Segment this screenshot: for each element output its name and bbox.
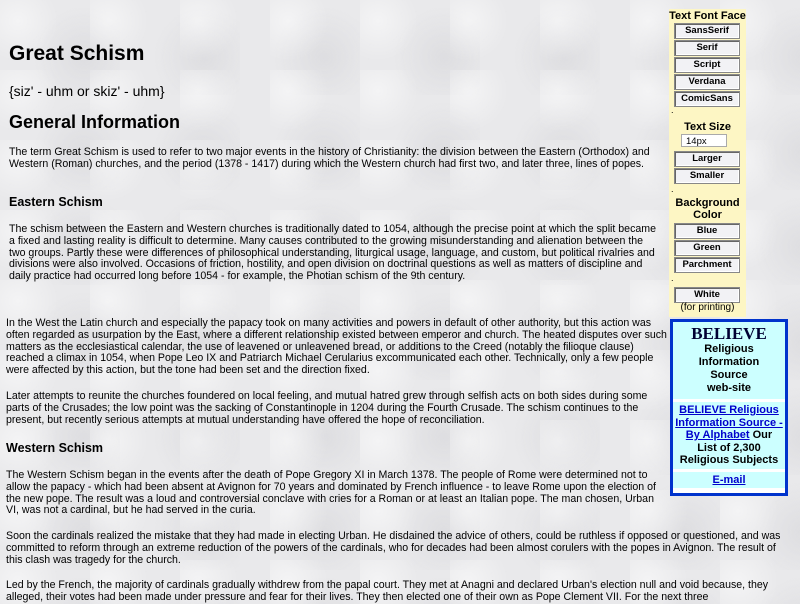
font-face-title: Text Font Face xyxy=(669,10,746,22)
background-color-title: Background xyxy=(675,197,740,209)
believe-title: BELIEVE xyxy=(691,324,767,343)
font-comicsans-button[interactable]: ComicSans xyxy=(674,91,740,107)
believe-email xyxy=(673,472,785,488)
eastern-paragraph-2: In the West the Latin church and especially the papacy took on many activities and powers in default of other authority, but this action was often regarded as usurpation by the East, where a different relationship existed between emperor and church. The heated disputes over such matters as the ecclesiastical calendar, the use of leavened or unleavened bread, or additions to the Creed (notably the filioque clause) reached a climax in 1054, when Pope Leo IX and Patriarch Michael Cerularius excommunicated each other. Technically, only a few people were affected by this action, but the tone had been set and the direction fixed. xyxy=(6,317,667,377)
believe-subtitle-3: Source xyxy=(710,369,748,381)
eastern-schism-heading: Eastern Schism xyxy=(9,195,103,209)
eastern-paragraph-3: Later attempts to reunite the churches foundered on local feeling, and mutual hatred grew through selfish acts on both sides during some parts of the Crusades; the low point was the sacking of Constantinople in 1204 during the Fourth Crusade. The schism continues to the present, but recently serious attempts at mutual understanding have offered the hope of reconciliation. xyxy=(6,390,648,426)
bg-blue-button[interactable]: Blue xyxy=(674,223,740,239)
font-verdana-button[interactable]: Verdana xyxy=(674,74,740,90)
believe-list-text: Our List of 2,300 Religious Subjects xyxy=(679,429,779,466)
separator-dot: . xyxy=(671,105,674,115)
for-printing-note: (for printing) xyxy=(680,302,735,313)
believe-links xyxy=(673,402,785,469)
believe-box xyxy=(670,319,788,496)
western-paragraph-2: Soon the cardinals realized the mistake that they had made in electing Urban. He disdained the advice of others, could be ruthless if opposed or questioned, and was committed to reform through an extreme reduction of the powers of the cardinals, who for decades had been almost corulers with the popes in Avignon. The result of this clash was tragedy for the church. xyxy=(6,530,781,566)
email-link[interactable]: E-mail xyxy=(712,473,746,486)
believe-subtitle-4: web-site xyxy=(706,382,751,394)
larger-button[interactable]: Larger xyxy=(674,151,740,167)
believe-header xyxy=(673,322,785,399)
pronunciation: {siz' - uhm or skiz' - uhm} xyxy=(9,83,165,99)
text-size-field[interactable]: 14px xyxy=(681,134,727,147)
page-title: Great Schism xyxy=(9,42,145,65)
eastern-paragraph-1: The schism between the Eastern and Western churches is traditionally dated to 1054, although the precise point at which the split became a fixed and lasting reality is difficult to determine. Many causes contributed to the growing misunderstanding and alienation between the two groups. Partly these were differences of philosophical understanding, liturgical usage, language, and custom, but political rivalries and divisions were also involved. Occasions of friction, hostility, and open division on doctrinal questions as well as matters of discipline and daily practice had occurred long before 1054 - for example, the Photian schism of the 9th century. xyxy=(9,223,656,283)
western-paragraph-3: Led by the French, the majority of cardinals gradually withdrew from the papal court. They met at Anagni and declared Urban's election null and void because, they alleged, their votes had been made under pressure and fear for their lives. They then elected one of their own as Pope Clement VII. For the next three xyxy=(6,579,769,603)
smaller-button[interactable]: Smaller xyxy=(674,168,740,184)
bg-parchment-button[interactable]: Parchment xyxy=(674,257,740,273)
display-options-panel xyxy=(669,9,746,317)
font-sansserif-button[interactable]: SansSerif xyxy=(674,23,740,39)
general-heading: General Information xyxy=(9,112,181,132)
western-paragraph-1: The Western Schism began in the events after the death of Pope Gregory XI in March 1378. The people of Rome were determined not to allow the papacy - which had been absent at Avignon for 70 years and dominated by French influence - to leave Rome upon the election of the new pope. The result was a loud and controversial conclave with cries for a Roman or at least an Italian pope. The man chosen, Urban VI, was not a cardinal, but he had served in the curia. xyxy=(6,469,656,517)
western-schism-heading: Western Schism xyxy=(6,441,104,455)
font-script-button[interactable]: Script xyxy=(674,57,740,73)
believe-subtitle-1: Religious xyxy=(704,343,754,355)
believe-alphabet-link[interactable]: BELIEVE Religious Information Source - By Alphabet xyxy=(675,404,783,441)
separator-dot: . xyxy=(671,184,674,194)
believe-subtitle-2: Information xyxy=(698,356,760,368)
separator-dot: . xyxy=(671,273,674,283)
font-serif-button[interactable]: Serif xyxy=(674,40,740,56)
bg-white-button[interactable]: White xyxy=(674,287,740,303)
bg-green-button[interactable]: Green xyxy=(674,240,740,256)
background-color-title-2: Color xyxy=(693,209,722,221)
text-size-title: Text Size xyxy=(684,121,731,133)
intro-paragraph: The term Great Schism is used to refer to two major events in the history of Christianity: the division between the Eastern (Orthodox) and Western (Roman) churches, and the period (1378 - 1417) during which the Western church had first two, and later three, lines of popes. xyxy=(9,146,650,170)
